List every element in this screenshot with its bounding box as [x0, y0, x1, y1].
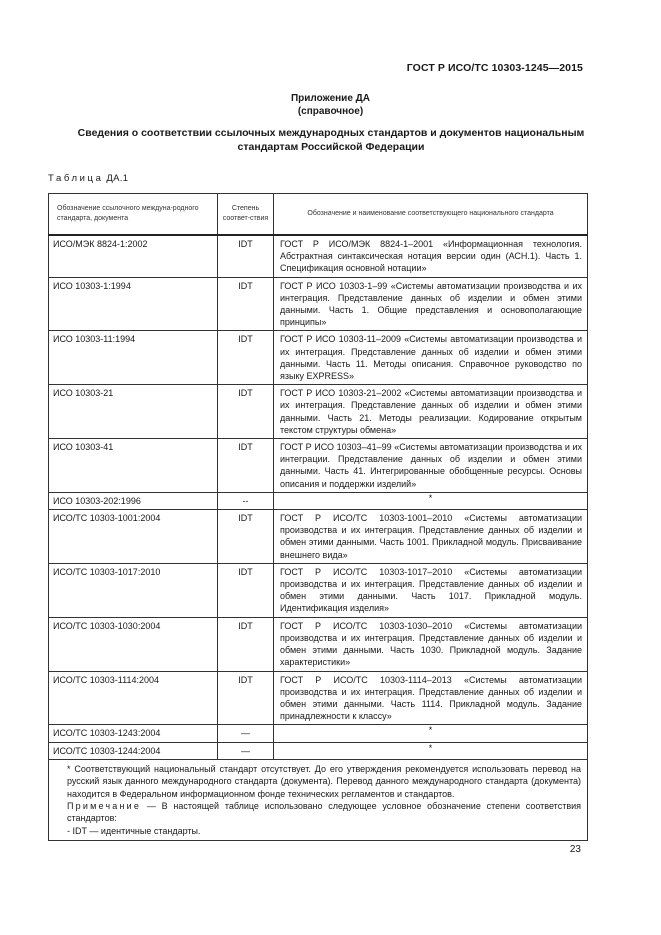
note-label: Примечание — [67, 800, 142, 811]
table-row — [49, 671, 588, 725]
degree-cell: IDT — [218, 439, 274, 493]
note-text: — В настоящей таблице использовано следующее условное обозначение степени соответствия стандартов: — [67, 800, 581, 824]
section-heading: Сведения о соответствии ссылочных международных стандартов и документов национальным стандартам Российской Федерации — [77, 127, 585, 153]
degree-cell: IDT — [218, 671, 274, 725]
page-number: 23 — [569, 844, 581, 855]
document-header: ГОСТ Р ИСО/ТС 10303-1245—2015 — [406, 62, 583, 74]
table-caption-word: Таблица — [48, 173, 104, 184]
degree-cell: -- — [218, 492, 274, 509]
ref-standard-cell: ИСО/ТС 10303-1244:2004 — [49, 742, 218, 759]
ref-standard-cell: ИСО/МЭК 8824-1:2002 — [49, 235, 218, 277]
table-header-row — [49, 194, 588, 236]
degree-cell: IDT — [218, 235, 274, 277]
table-notes — [49, 759, 588, 840]
ref-standard-cell: ИСО 10303-11:1994 — [49, 331, 218, 385]
note-legend: - IDT — идентичные стандарты. — [67, 825, 201, 836]
national-standard-cell: * — [274, 725, 588, 742]
national-standard-cell: ГОСТ Р ИСО 10303-21–2002 «Системы автоматизации производства и их интеграция. Представление данных об изделии и обмен этими данными. Часть 21. Методы реализации. Кодирование открытым текстом структуры обмена» — [274, 385, 588, 439]
footnote: * Соответствующий национальный стандарт отсутствует. До его утверждения рекомендуется использовать перевод на русский язык данного международного стандарта (документа). Перевод данного международного стандарта (документа) находится в Федеральном информационном фонде технических регламентов и стандартов. — [67, 763, 581, 799]
ref-standard-cell: ИСО 10303-202:1996 — [49, 492, 218, 509]
degree-cell: IDT — [218, 510, 274, 564]
table-row — [49, 492, 588, 509]
header-national-standard: Обозначение и наименование соответствующего национального стандарта — [274, 194, 588, 236]
ref-standard-cell: ИСО/ТС 10303-1001:2004 — [49, 510, 218, 564]
ref-standard-cell: ИСО/ТС 10303-1114:2004 — [49, 671, 218, 725]
ref-standard-cell: ИСО 10303-41 — [49, 439, 218, 493]
national-standard-cell: ГОСТ Р ИСО/ТС 10303-1030–2010 «Системы автоматизации производства и их интеграция. Представление данных об изделии и обмен этими данными. Часть 1030. Прикладной модуль. Задание характеристики» — [274, 617, 588, 671]
table-caption-number: ДА.1 — [106, 173, 129, 184]
header-degree: Степень соответ-ствия — [218, 194, 274, 236]
annex-subtitle: (справочное) — [297, 106, 364, 117]
table-row — [49, 617, 588, 671]
national-standard-cell: ГОСТ Р ИСО/МЭК 8824-1–2001 «Информационная технология. Абстрактная синтаксическая нотация версии один (АСН.1). Часть 1. Спецификация основной нотации» — [274, 235, 588, 277]
table-row — [49, 510, 588, 564]
ref-standard-cell: ИСО/ТС 10303-1030:2004 — [49, 617, 218, 671]
annex-block — [0, 92, 661, 118]
degree-cell: — — [218, 742, 274, 759]
national-standard-cell: * — [274, 742, 588, 759]
table-caption — [48, 173, 128, 184]
degree-cell: IDT — [218, 331, 274, 385]
national-standard-cell: ГОСТ Р ИСО/ТС 10303-1001–2010 «Системы автоматизации производства и их интеграция. Представление данных об изделии и обмен этими данными. Часть 1001. Прикладной модуль. Присваивание внешнего вида» — [274, 510, 588, 564]
table-row — [49, 563, 588, 617]
national-standard-cell: ГОСТ Р ИСО 10303–41–99 «Системы автоматизации производства и их интеграции. Представление данных об изделии и обмен этими данными. Часть 41. Интегрированные обобщенные ресурсы. Основы описания и поддержки изделий» — [274, 439, 588, 493]
table-body — [49, 235, 588, 759]
table-notes-row — [49, 759, 588, 840]
national-standard-cell: ГОСТ Р ИСО/ТС 10303-1017–2010 «Системы автоматизации производства и их интеграция. Представление данных об изделии и обмен этими данными. Часть 1017. Прикладной модуль. Идентификация изделия» — [274, 563, 588, 617]
table-row — [49, 331, 588, 385]
ref-standard-cell: ИСО/ТС 10303-1243:2004 — [49, 725, 218, 742]
table-row — [49, 439, 588, 493]
table-row — [49, 277, 588, 331]
table-row — [49, 725, 588, 742]
national-standard-cell: ГОСТ Р ИСО/ТС 10303-1114–2013 «Системы автоматизации производства и их интеграция. Представление данных об изделии и обмен этими данными. Часть 1114. Прикладной модуль. Задание принадлежности к классу» — [274, 671, 588, 725]
degree-cell: IDT — [218, 385, 274, 439]
national-standard-cell: * — [274, 492, 588, 509]
table-row — [49, 235, 588, 277]
table-row — [49, 742, 588, 759]
note — [55, 800, 581, 825]
national-standard-cell: ГОСТ Р ИСО 10303-1–99 «Системы автоматизации производства и их интеграция. Представление данных об изделии и обмен этими данными. Часть 1. Общие представления и основополагающие принципы» — [274, 277, 588, 331]
table-row — [49, 385, 588, 439]
degree-cell: IDT — [218, 617, 274, 671]
ref-standard-cell: ИСО 10303-1:1994 — [49, 277, 218, 331]
degree-cell: IDT — [218, 563, 274, 617]
annex-title: Приложение ДА — [290, 93, 371, 104]
degree-cell: IDT — [218, 277, 274, 331]
national-standard-cell: ГОСТ Р ИСО 10303-11–2009 «Системы автоматизации производства и их интеграция. Представление данных об изделии и обмен этими данными. Часть 11. Методы описания. Справочное руководство по языку EXPRESS» — [274, 331, 588, 385]
header-ref-standard: Обозначение ссылочного междуна-родного стандарта, документа — [49, 194, 218, 236]
ref-standard-cell: ИСО 10303-21 — [49, 385, 218, 439]
correspondence-table — [48, 193, 588, 841]
ref-standard-cell: ИСО/ТС 10303-1017:2010 — [49, 563, 218, 617]
degree-cell: — — [218, 725, 274, 742]
